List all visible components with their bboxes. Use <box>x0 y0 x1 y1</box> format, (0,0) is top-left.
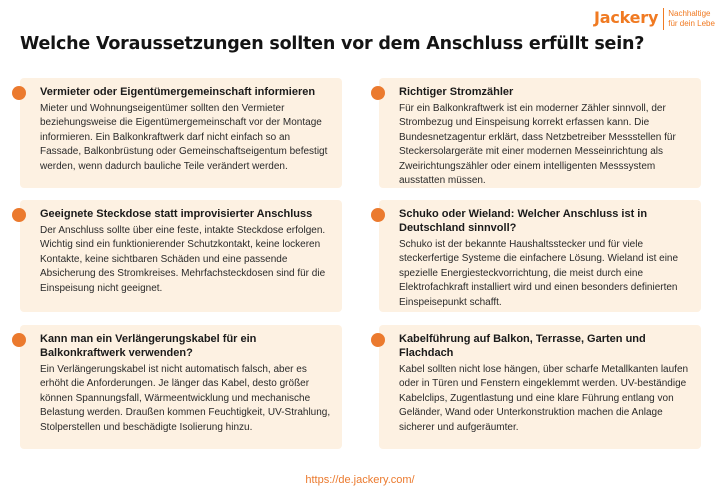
page-title: Welche Voraussetzungen sollten vor dem Anschluss erfüllt sein? <box>20 34 645 54</box>
brand-tagline-line2: für dein Lebe <box>668 19 715 28</box>
bullet-dot-icon <box>371 86 385 100</box>
card-heading: Schuko oder Wieland: Welcher Anschluss ist in Deutschland sinnvoll? <box>399 208 648 234</box>
brand-tagline-line1: Nachhaltige <box>668 9 711 18</box>
card-heading: Kabelführung auf Balkon, Terrasse, Garten und Flachdach <box>399 333 646 359</box>
brand-divider <box>663 8 664 30</box>
footer-url-link[interactable]: https://de.jackery.com/ <box>305 474 415 486</box>
bullet-dot-icon <box>12 208 26 222</box>
card-heading: Richtiger Stromzähler <box>399 86 514 98</box>
bullet-dot-icon <box>371 208 385 222</box>
card-heading: Geeignete Steckdose statt improvisierter Anschluss <box>40 208 313 220</box>
card-schuko-wieland <box>379 200 701 312</box>
bullet-dot-icon <box>12 333 26 347</box>
card-kabelfuehrung <box>379 325 701 449</box>
card-vermieter-informieren <box>20 78 342 188</box>
card-verlaengerungskabel <box>20 325 342 449</box>
bullet-dot-icon <box>371 333 385 347</box>
card-body: Schuko ist der bekannte Haushaltsstecker und für viele steckerfertige Systeme die einfachere Lösung. Wieland ist eine spezielle Energiesteckvorrichtung, die meist durch eine Elektrofachkraft installiert wird und einen besonders definierten Einspeisepunkt schafft. <box>399 239 679 308</box>
card-body: Mieter und Wohnungseigentümer sollten den Vermieter beziehungsweise die Eigentümergemeinschaft vor der Montage informieren. Ein Balkonkraftwerk darf nicht einfach so an Fassade, Balkonbrüstung oder Gemeinschaftseigentum befestigt werden, wenn dadurch bauliche Teile verändert werden. <box>40 103 328 172</box>
brand-tagline <box>668 9 715 29</box>
card-body: Kabel sollten nicht lose hängen, über scharfe Metallkanten laufen oder in Türen und Fenstern eingeklemmt werden. UV-beständige Kabelclips, Zugentlastung und eine klare Führung entlang von Geländer, Wand oder Unterkonstruktion machen die Anlage sicherer und aufgeräumter. <box>399 364 689 433</box>
card-steckdose <box>20 200 342 312</box>
card-heading: Vermieter oder Eigentümergemeinschaft informieren <box>40 86 316 98</box>
card-body: Für ein Balkonkraftwerk ist ein moderner Zähler sinnvoll, der Strombezug und Einspeisung korrekt erfassen kann. Die Bundesnetzagentur erklärt, dass Netzbetreiber Messstellen für Steckersolargeräte mit einer modernen Messeinrichtung als Zweirichtungszähler oder einem intelligenten Messsystem ausstatten müssen. <box>399 103 676 187</box>
card-stromzaehler <box>379 78 701 188</box>
brand-logo-area <box>594 6 720 34</box>
jackery-logo: Jackery <box>594 8 659 27</box>
card-heading: Kann man ein Verlängerungskabel für ein Balkonkraftwerk verwenden? <box>40 333 257 359</box>
card-body: Ein Verlängerungskabel ist nicht automatisch falsch, aber es erhöht die Anforderungen. Je länger das Kabel, desto größer können Spannungsfall, Wärmeentwicklung und mechanische Belastung werden. Draußen kommen Feuchtigkeit, UV-Strahlung, Stolperstellen und beschädigte Isolierung hinzu. <box>40 364 331 433</box>
card-body: Der Anschluss sollte über eine feste, intakte Steckdose erfolgen. Wichtig sind ein funktionierender Schutzkontakt, keine lockeren Kontakte, keine sichtbaren Schäden und eine passende Absicherung des Stromkreises. Mehrfachsteckdosen sind für die Einspeisung nicht geeignet. <box>40 225 326 294</box>
bullet-dot-icon <box>12 86 26 100</box>
